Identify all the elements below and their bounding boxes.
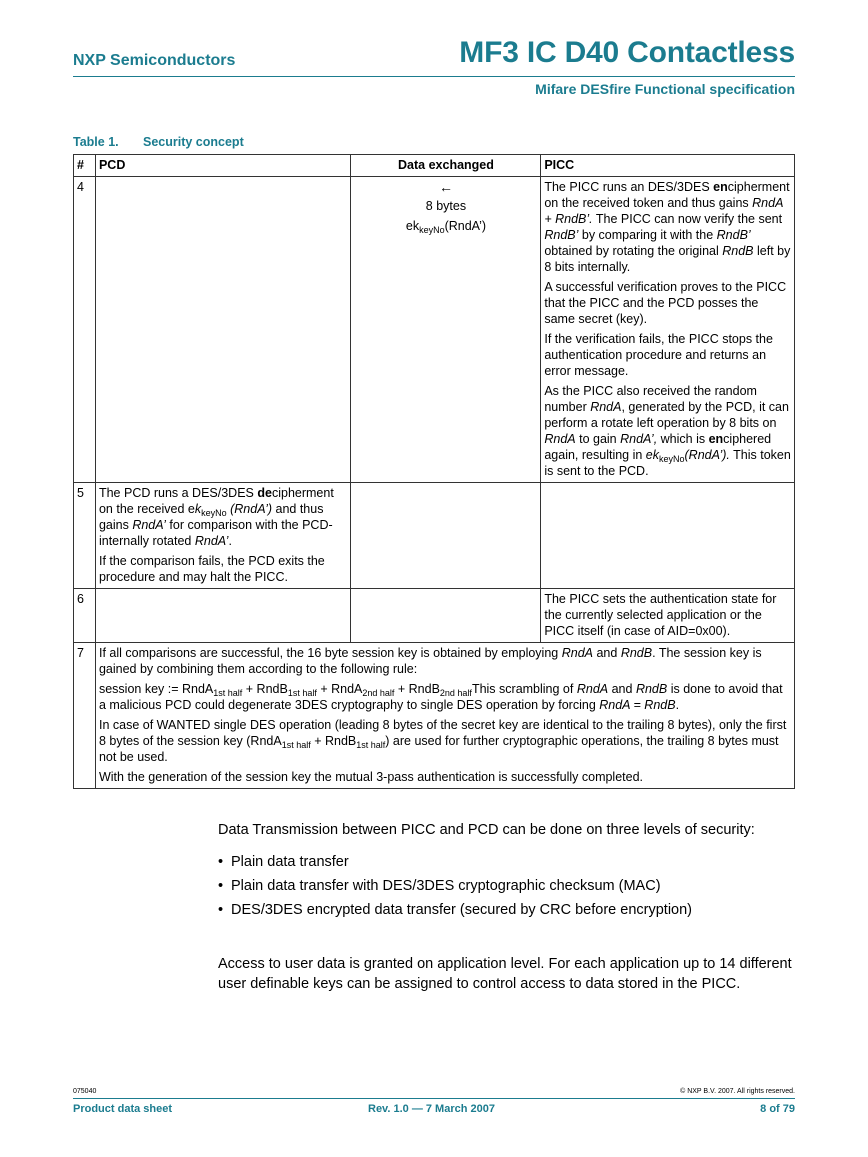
footer-page-number: 8 of 79 <box>760 1103 795 1115</box>
security-concept-table <box>73 154 795 789</box>
data-exchanged-cell <box>350 589 541 643</box>
header-data-exchanged: Data exchanged <box>350 155 541 177</box>
pcd-paragraph: If the comparison fails, the PCD exits the procedure and may halt the PICC. <box>98 554 325 584</box>
single-des-paragraph: In case of WANTED single DES operation (leading 8 bytes of the secret key are identical to the trailing 8 bytes), only the first 8 bytes of the session key (RndA$_{1st half}$ + RndB$_{1st half}$) are used for further cryptographic operations, the trailing 8 bytes must not be used. <box>98 718 787 764</box>
bytes-label: 8 bytes <box>425 199 467 213</box>
picc-paragraph: The PICC sets the authentication state for the currently selected application or the PICC itself (in case of AID=0x00). <box>544 592 777 638</box>
table-row <box>74 643 795 789</box>
table-row <box>74 483 795 589</box>
pcd-cell <box>95 483 350 589</box>
picc-paragraph: A successful verification proves to the PICC that the PICC and the PCD posses the same secret (key). <box>544 280 787 326</box>
footer-divider <box>73 1098 795 1099</box>
data-exchanged-cell <box>350 483 541 589</box>
access-paragraph: Access to user data is granted on application level. For each application up to 14 different user definable keys can be assigned to control access to data stored in the PICC. <box>218 956 792 992</box>
session-key-paragraph: If all comparisons are successful, the 16 byte session key is obtained by employing RndA and RndB. The session key is gained by combining them according to the following rule: <box>98 646 762 676</box>
row-number: 6 <box>74 589 96 643</box>
footer-copyright: © NXP B.V. 2007. All rights reserved. <box>680 1088 795 1095</box>
table-caption-title: Security concept <box>143 135 244 149</box>
bullet-icon: • <box>218 878 224 894</box>
row-number: 7 <box>74 643 96 789</box>
bullet-icon: • <box>218 854 224 870</box>
row-number: 4 <box>74 177 96 483</box>
table-caption <box>73 135 244 149</box>
pcd-paragraph: The PCD runs a DES/3DES decipherment on the received $ek_{keyNo}$ (RndA’) and thus gains RndA’ for comparison with the PCD-internally rotated RndA’. <box>98 486 334 548</box>
merged-cell <box>95 643 794 789</box>
picc-paragraph: As the PICC also received the random number RndA, generated by the PCD, it can perform a rotate left operation by 8 bits on RndA to gain RndA’, which is enciphered again, resulting in $ek_{keyNo}(RndA’)$. This token is sent to the PCD. <box>544 384 791 478</box>
table-row <box>74 589 795 643</box>
security-levels-list <box>218 852 798 920</box>
header-pcd: PCD <box>95 155 350 177</box>
list-item: • Plain data transfer with DES/3DES cryptographic checksum (MAC) <box>218 878 661 894</box>
picc-paragraph: The PICC runs an DES/3DES encipherment on the received token and thus gains RndA + RndB’. The PICC can now verify the sent RndB’ by comparing it with the RndB’ obtained by rotating the original RndB left by 8 bits internally. <box>544 180 791 274</box>
picc-paragraph: If the verification fails, the PICC stops the authentication procedure and returns an error message. <box>544 332 773 378</box>
header-picc: PICC <box>541 155 795 177</box>
completion-paragraph: With the generation of the session key the mutual 3-pass authentication is successfully completed. <box>98 770 644 784</box>
document-subtitle: Mifare DESfire Functional specification <box>535 81 795 97</box>
token-label: $ek_{keyNo}(RndA’)$ <box>405 219 487 235</box>
row-number: 5 <box>74 483 96 589</box>
picc-cell <box>541 177 795 483</box>
list-item: • Plain data transfer <box>218 854 349 870</box>
picc-cell <box>541 589 795 643</box>
arrow-left-icon: ← <box>438 179 453 195</box>
table-caption-number: Table 1. <box>73 135 119 149</box>
footer-doc-type: Product data sheet <box>73 1103 173 1115</box>
body-text <box>218 820 798 994</box>
header-num: # <box>74 155 96 177</box>
pcd-cell <box>95 589 350 643</box>
footer-doc-code: 075040 <box>73 1088 97 1095</box>
footer-revision: Rev. 1.0 — 7 March 2007 <box>368 1103 495 1115</box>
company-name: NXP Semiconductors <box>73 52 236 69</box>
table-row <box>74 177 795 483</box>
data-exchanged-cell <box>350 177 541 483</box>
pcd-cell <box>95 177 350 483</box>
table-header-row <box>74 155 795 177</box>
intro-paragraph: Data Transmission between PICC and PCD can be done on three levels of security: <box>218 822 755 838</box>
picc-cell <box>541 483 795 589</box>
list-item: • DES/3DES encrypted data transfer (secured by CRC before encryption) <box>218 902 692 918</box>
session-key-rule: session key := RndA$_{1st half}$ + RndB$_{1st half}$ + RndA$_{2nd half}$ + RndB$_{2nd half}$This scrambling of RndA and RndB is done to avoid that a malicious PCD could degenerate 3DES cryptography to single DES operation by forcing RndA = RndB. <box>98 682 783 712</box>
header-divider <box>73 76 795 77</box>
document-title: MF3 IC D40 Contactless <box>459 36 795 69</box>
bullet-icon: • <box>218 902 224 918</box>
